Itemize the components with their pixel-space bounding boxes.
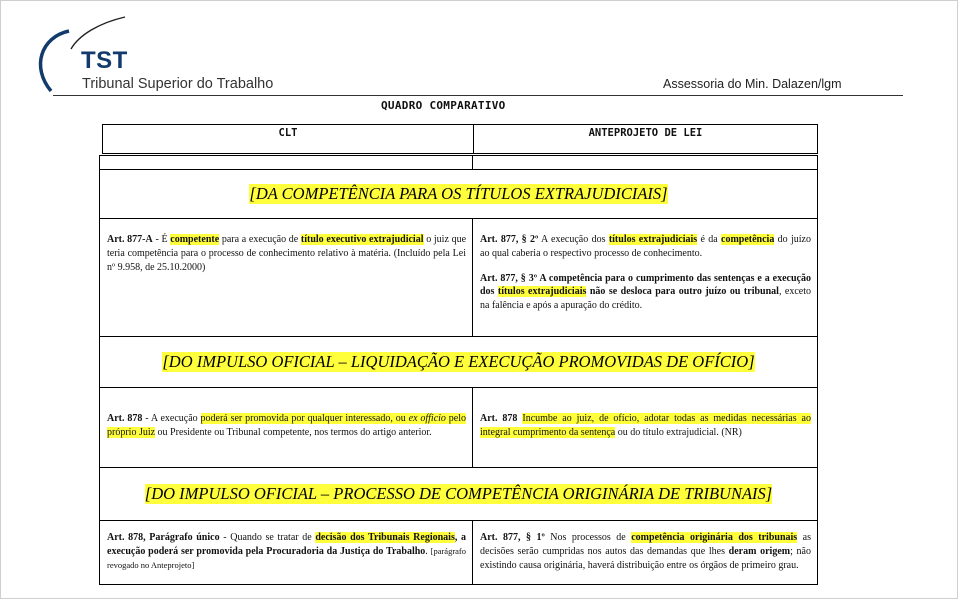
header-divider (53, 95, 903, 96)
tst-logo (29, 15, 299, 97)
logo-subtitle: Tribunal Superior do Trabalho (82, 76, 274, 92)
anteprojeto-cell: Art. 878 Incumbe ao juiz, de ofício, adotar todas as medidas necessárias ao integral cumprimento da sentença ou do título extrajudicial. (NR) (480, 413, 811, 438)
section-heading-text: [DO IMPULSO OFICIAL – PROCESSO DE COMPETÊNCIA ORIGINÁRIA DE TRIBUNAIS] (144, 484, 773, 503)
section-heading (100, 467, 817, 520)
clt-cell: Art. 878 - A execução poderá ser promovida por qualquer interessado, ou ex officio pelo próprio Juiz ou Presidente ou Tribunal competente, nos termos do artigo anterior. (100, 388, 473, 467)
column-header-table (102, 124, 818, 154)
logo-text: TST (81, 47, 128, 74)
section-heading-text: [DA COMPETÊNCIA PARA OS TÍTULOS EXTRAJUDICIAIS] (249, 184, 668, 203)
column-header-clt: CLT (103, 125, 474, 153)
table-row (100, 218, 817, 336)
spacer-row (100, 156, 817, 169)
document-title: QUADRO COMPARATIVO (381, 99, 506, 112)
table-row (100, 520, 817, 584)
section-heading (100, 169, 817, 218)
section-heading-text: [DO IMPULSO OFICIAL – LIQUIDAÇÃO E EXECUÇÃO PROMOVIDAS DE OFÍCIO] (162, 352, 755, 371)
section-heading (100, 336, 817, 387)
table-row (100, 387, 817, 467)
anteprojeto-cell: Art. 877, § 1º Nos processos de competência originária dos tribunais as decisões serão cumpridas nos autos das demandas que lhes deram origem; não existindo causa originária, haverá distribuição entre os órgãos de primeiro grau. (480, 532, 811, 571)
anteprojeto-cell: Art. 877, § 2º A execução dos títulos extrajudiciais é da competência do juízo ao qual caberia o respectivo processo de conhecimento. Art. 877, § 3º A competência para o cumprimento das sentenças e a execução dos títulos extrajudiciais não se desloca para outro juízo ou tribunal, exceto na falência e após a apuração do crédito. (480, 234, 811, 312)
office-label: Assessoria do Min. Dalazen/lgm (663, 77, 842, 91)
column-header-anteprojeto: ANTEPROJETO DE LEI (588, 127, 703, 139)
clt-cell: Art. 878, Parágrafo único - Quando se tratar de decisão dos Tribunais Regionais, a execução poderá ser promovida pela Procuradoria da Justiça do Trabalho. [parágrafo revogado no Anteprojeto] (100, 521, 473, 584)
clt-cell: Art. 877-A - É competente para a execução de título executivo extrajudicial o juiz que teria competência para o processo de conhecimento relativo à matéria. (Incluído pela Lei nº 9.958, de 25.10.2000) (100, 219, 473, 336)
comparison-table (99, 155, 818, 585)
